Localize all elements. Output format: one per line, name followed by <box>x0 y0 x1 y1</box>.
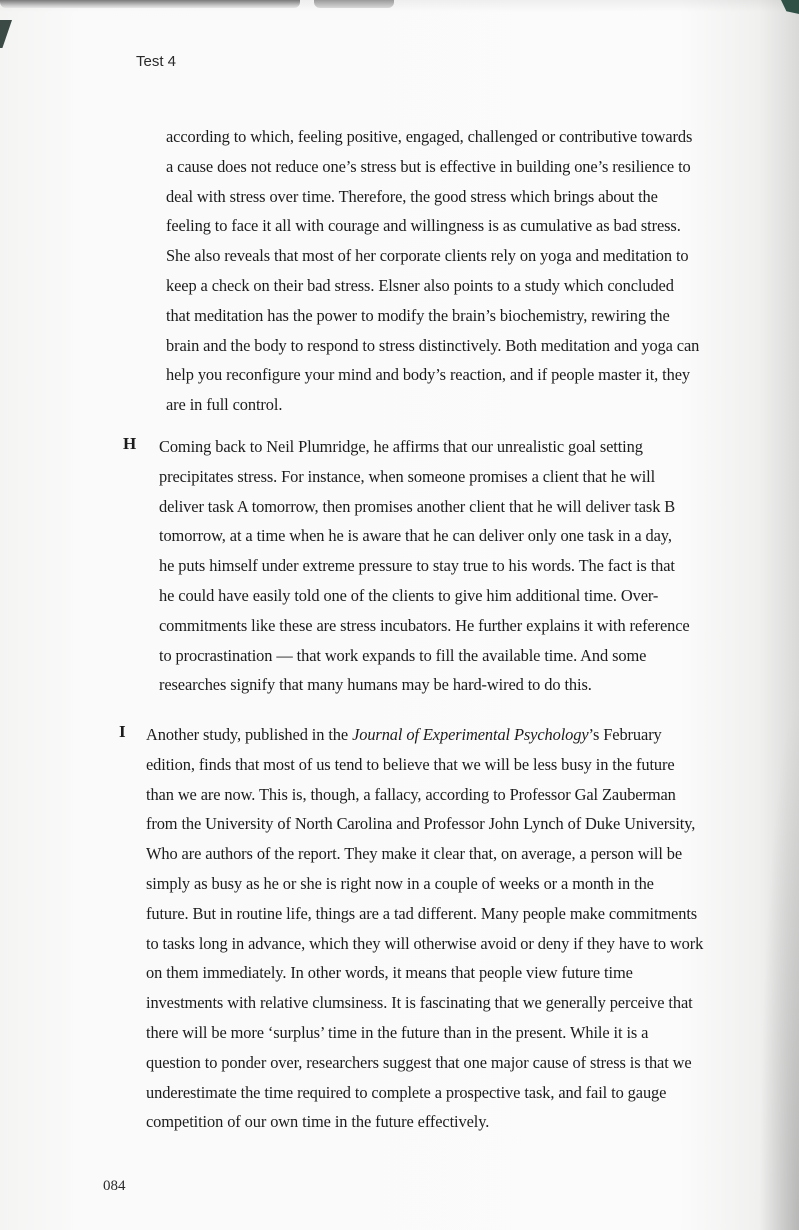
text-line: to procrastination — that work expands to fill the available time. And some <box>159 645 647 665</box>
page-number: 084 <box>103 1178 126 1194</box>
paragraph-label-h: H <box>123 434 137 453</box>
text-line: there will be more ‘surplus’ time in the future than in the present. While it is a <box>146 1022 649 1042</box>
binding-edge-right <box>314 0 394 8</box>
text-line: feeling to face it all with courage and willingness is as cumulative as bad stress. <box>166 216 681 236</box>
text-line: simply as busy as he or she is right now in a couple of weeks or a month in the <box>146 873 654 893</box>
text-line: deal with stress over time. Therefore, the good stress which brings about the <box>166 186 658 206</box>
text-line: researches signify that many humans may be hard-wired to do this. <box>159 675 592 695</box>
text-line: edition, finds that most of us tend to believe that we will be less busy in the future <box>146 754 675 774</box>
text-line: that meditation has the power to modify the brain’s biochemistry, rewiring the <box>166 305 670 325</box>
text-line: he puts himself under extreme pressure to stay true to his words. The fact is that <box>159 556 675 576</box>
journal-title: Journal of Experimental Psychology <box>352 725 589 744</box>
text-line-first <box>146 720 703 750</box>
text-line: deliver task A tomorrow, then promises another client that he will deliver task B <box>159 496 676 516</box>
text-line: She also reveals that most of her corporate clients rely on yoga and meditation to <box>166 246 689 266</box>
text-line: than we are now. This is, though, a fallacy, according to Professor Gal Zauberman <box>146 784 676 804</box>
text-line: future. But in routine life, things are a tad different. Many people make commitments <box>146 903 698 923</box>
running-head: Test 4 <box>136 53 177 70</box>
paragraph-i <box>146 720 703 1137</box>
text-line: keep a check on their bad stress. Elsner also points to a study which concluded <box>166 275 674 295</box>
binding-edge-left <box>0 0 300 8</box>
text-line: competition of our own time in the future effectively. <box>146 1112 490 1132</box>
text-line: question to ponder over, researchers suggest that one major cause of stress is that we <box>146 1052 692 1072</box>
text-line: a cause does not reduce one’s stress but is effective in building one’s resilience to <box>166 156 691 176</box>
text-line: commitments like these are stress incubators. He further explains it with reference <box>159 615 690 635</box>
text-line: on them immediately. In other words, it means that people view future time <box>146 963 633 983</box>
text-line: brain and the body to respond to stress distinctively. Both meditation and yoga can <box>166 335 700 355</box>
text-run: Another study, published in the <box>146 725 353 744</box>
text-line: according to which, feeling positive, engaged, challenged or contributive towards <box>166 127 693 146</box>
text-line: he could have easily told one of the clients to give him additional time. Over- <box>159 585 659 605</box>
text-line: precipitates stress. For instance, when someone promises a client that he will <box>159 466 656 486</box>
text-line: underestimate the time required to complete a prospective task, and fail to gauge <box>146 1082 667 1102</box>
text-line: Who are authors of the report. They make it clear that, on average, a person will be <box>146 844 683 864</box>
text-line: help you reconfigure your mind and body’s reaction, and if people master it, they <box>166 365 690 385</box>
paragraph-h <box>159 432 690 700</box>
text-line: tomorrow, at a time when he is aware that he can deliver only one task in a day, <box>159 526 672 546</box>
text-line: investments with relative clumsiness. It is fascinating that we generally perceive that <box>146 993 693 1013</box>
page-corner-marker <box>0 20 12 48</box>
text-line: to tasks long in advance, which they will otherwise avoid or deny if they have to work <box>146 933 704 953</box>
text-line: are in full control. <box>166 395 283 415</box>
page-curl-shadow <box>759 700 799 1230</box>
text-line: Coming back to Neil Plumridge, he affirms that our unrealistic goal setting <box>159 437 643 456</box>
text-line: from the University of North Carolina and Professor John Lynch of Duke University, <box>146 814 696 834</box>
text-run: ’s February <box>588 725 662 744</box>
paragraph-g-continuation <box>166 122 699 420</box>
paragraph-label-i: I <box>119 722 126 741</box>
